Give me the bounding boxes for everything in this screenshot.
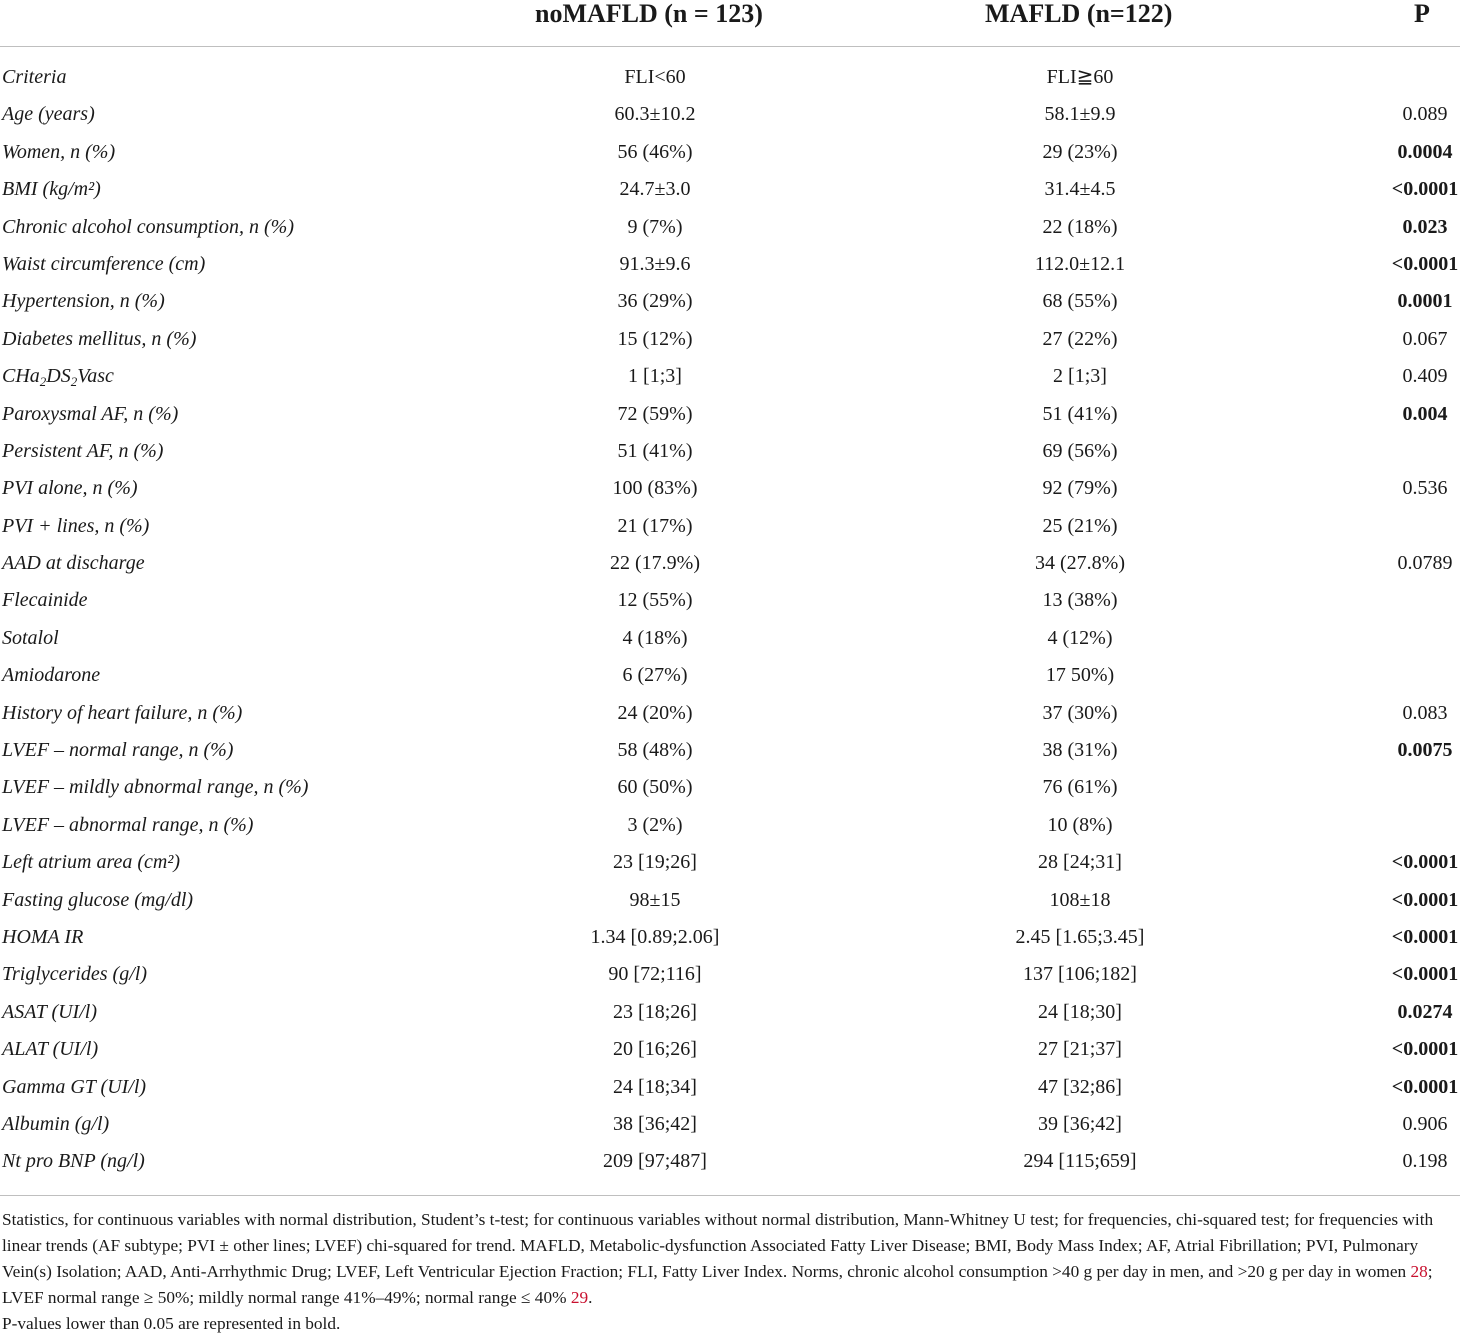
row-label: ASAT (UI/l) [2, 1000, 97, 1023]
cell-nomafld: 4 (18%) [622, 626, 688, 649]
cell-p-value: <0.0001 [1391, 252, 1459, 275]
cell-nomafld: 20 [16;26] [613, 1038, 697, 1061]
row-label: Left atrium area (cm²) [2, 851, 181, 874]
cell-mafld: 24 [18;30] [1038, 1000, 1122, 1023]
cell-p-value: <0.0001 [1391, 963, 1459, 986]
cell-mafld: 137 [106;182] [1023, 963, 1137, 986]
cell-p-value: 0.0274 [1397, 1000, 1453, 1023]
cell-p-value: 0.198 [1402, 1150, 1448, 1173]
cell-nomafld: 22 (17.9%) [610, 552, 700, 575]
cell-p-value: <0.0001 [1391, 888, 1459, 911]
cell-mafld: 10 (8%) [1047, 813, 1113, 836]
cell-mafld: 69 (56%) [1042, 439, 1118, 462]
header-mafld: MAFLD (n=122) [985, 0, 1173, 28]
cell-p-value: 0.083 [1402, 701, 1448, 724]
row-label: Chronic alcohol consumption, n (%) [2, 215, 295, 238]
table-row [0, 994, 1460, 1031]
cell-mafld: 38 (31%) [1042, 739, 1118, 762]
cell-mafld: 2.45 [1.65;3.45] [1015, 925, 1145, 948]
cell-nomafld: 1 [1;3] [628, 365, 682, 388]
cell-nomafld: 24 (20%) [617, 701, 693, 724]
table-row [0, 956, 1460, 993]
row-label: $CHa_2DS_2Vasc$ [2, 365, 114, 390]
table-header [0, 0, 1460, 47]
row-label: Gamma GT (UI/l) [2, 1075, 147, 1098]
cell-mafld: 31.4±4.5 [1044, 178, 1116, 201]
row-label: PVI alone, n (%) [2, 477, 138, 500]
footnote-text: Statistics, for continuous variables with normal distribution, Student’s t-test; for continuous variables without normal distribution, Mann-Whitney U test; for frequencies, chi-squared test; for frequencies with linear trends (AF subtype; PVI ± other lines; LVEF) chi-squared for trend. MAFLD, Metabolic-dysfunction Associated Fatty Liver Disease; BMI, Body Mass Index; AF, Atrial Fibrillation; PVI, Pulmonary Vein(s) Isolation; AAD, Anti-Arrhythmic Drug; LVEF, Left Ventricular Ejection Fraction; FLI, Fatty Liver Index. Norms, chronic alcohol consumption >40 g per day in men, and >20 g per day in women [2, 1210, 1434, 1281]
cell-mafld: FLI≧60 [1046, 66, 1114, 88]
table-row [0, 695, 1460, 732]
table-row [0, 1069, 1460, 1106]
cell-p-value: 0.0004 [1397, 140, 1453, 163]
cell-p-value: <0.0001 [1391, 925, 1459, 948]
table-row [0, 59, 1460, 96]
cell-p-value: 0.0001 [1397, 290, 1453, 313]
row-label: Persistent AF, n (%) [2, 439, 164, 462]
cell-mafld: 68 (55%) [1042, 290, 1118, 313]
table-row [0, 433, 1460, 470]
cell-p-value: 0.0075 [1397, 739, 1453, 762]
cell-p-value: <0.0001 [1391, 1075, 1459, 1098]
row-label: Sotalol [2, 626, 59, 649]
table-row [0, 508, 1460, 545]
cell-nomafld: 21 (17%) [617, 514, 693, 537]
cell-nomafld: 36 (29%) [617, 290, 693, 313]
table-row [0, 882, 1460, 919]
table-row [0, 209, 1460, 246]
table-row [0, 620, 1460, 657]
cell-mafld: 17 50%) [1045, 664, 1115, 687]
cell-nomafld: 24.7±3.0 [619, 178, 691, 201]
row-label: Fasting glucose (mg/dl) [2, 888, 194, 911]
row-label: Amiodarone [2, 664, 101, 687]
table-row [0, 545, 1460, 582]
row-label: AAD at discharge [2, 552, 145, 575]
cell-mafld: 27 [21;37] [1038, 1038, 1122, 1061]
cell-nomafld: 6 (27%) [622, 664, 688, 687]
row-label: HOMA IR [2, 925, 84, 948]
table-row [0, 844, 1460, 881]
reference-link-29[interactable]: 29 [570, 1288, 589, 1307]
cell-nomafld: 90 [72;116] [608, 963, 702, 986]
cell-nomafld: 60 (50%) [617, 776, 693, 799]
row-label: Women, n (%) [2, 140, 116, 163]
row-label: LVEF – abnormal range, n (%) [2, 813, 254, 836]
cell-mafld: 58.1±9.9 [1044, 103, 1116, 126]
cell-p-value: 0.004 [1402, 402, 1448, 425]
cell-mafld: 34 (27.8%) [1035, 552, 1125, 575]
row-label: Diabetes mellitus, n (%) [2, 327, 197, 350]
cell-p-value: 0.409 [1402, 365, 1448, 388]
row-label: Hypertension, n (%) [2, 290, 165, 313]
cell-p-value: 0.906 [1402, 1112, 1448, 1135]
footnote-text-end: . [588, 1288, 593, 1307]
cell-p-value: 0.089 [1402, 103, 1448, 126]
table-row [0, 807, 1460, 844]
cell-nomafld: 91.3±9.6 [619, 252, 691, 275]
cell-p-value: 0.067 [1402, 327, 1448, 350]
cell-nomafld: 38 [36;42] [613, 1112, 697, 1135]
cell-nomafld: 56 (46%) [617, 140, 693, 163]
cell-mafld: 39 [36;42] [1038, 1112, 1122, 1135]
reference-link-28[interactable]: 28 [1410, 1262, 1428, 1281]
cell-nomafld: FLI<60 [624, 66, 686, 88]
footnote-text-continued: ; LVEF normal range ≥ 50%; mildly normal range 41%–49%; normal range ≤ 40% [2, 1262, 1433, 1307]
table-row [0, 283, 1460, 320]
row-label: Nt pro BNP (ng/l) [2, 1150, 145, 1173]
row-label: Criteria [2, 66, 67, 88]
cell-nomafld: 12 (55%) [617, 589, 693, 612]
cell-nomafld: 100 (83%) [612, 477, 698, 500]
table-row [0, 358, 1460, 395]
cell-nomafld: 24 [18;34] [613, 1075, 697, 1098]
table-row [0, 1106, 1460, 1143]
row-label: Waist circumference (cm) [2, 252, 206, 275]
cell-p-value: 0.023 [1402, 215, 1448, 238]
cell-mafld: 4 (12%) [1047, 626, 1113, 649]
footnote-bold-note: P-values lower than 0.05 are represented in bold. [2, 1314, 341, 1333]
cell-mafld: 108±18 [1049, 888, 1111, 911]
cell-mafld: 25 (21%) [1042, 514, 1118, 537]
table-row [0, 769, 1460, 806]
cell-nomafld: 23 [19;26] [613, 851, 697, 874]
row-label: History of heart failure, n (%) [2, 701, 243, 724]
cell-mafld: 28 [24;31] [1038, 851, 1122, 874]
cell-mafld: 22 (18%) [1042, 215, 1118, 238]
table-row [0, 582, 1460, 619]
cell-nomafld: 60.3±10.2 [614, 103, 696, 126]
cell-nomafld: 72 (59%) [617, 402, 693, 425]
cell-p-value: <0.0001 [1391, 851, 1459, 874]
cell-mafld: 112.0±12.1 [1034, 252, 1126, 275]
cell-mafld: 294 [115;659] [1023, 1150, 1137, 1173]
table-row [0, 919, 1460, 956]
table-row [0, 470, 1460, 507]
cell-mafld: 13 (38%) [1042, 589, 1118, 612]
header-nomafld: noMAFLD (n = 123) [535, 0, 763, 28]
table-row [0, 1143, 1460, 1180]
footnote-divider [0, 1195, 1460, 1196]
cell-nomafld: 3 (2%) [627, 813, 683, 836]
cell-p-value: 0.536 [1402, 477, 1448, 500]
table-body [0, 59, 1460, 1181]
row-label: Paroxysmal AF, n (%) [2, 402, 179, 425]
row-label: BMI (kg/m²) [2, 178, 101, 201]
cell-mafld: 27 (22%) [1042, 327, 1118, 350]
cell-mafld: 29 (23%) [1042, 140, 1118, 163]
table-row [0, 396, 1460, 433]
cell-nomafld: 58 (48%) [617, 739, 693, 762]
table-row [0, 657, 1460, 694]
table-row [0, 134, 1460, 171]
cell-p-value: <0.0001 [1391, 178, 1459, 201]
table-row [0, 321, 1460, 358]
table-row [0, 246, 1460, 283]
cell-nomafld: 209 [97;487] [603, 1150, 707, 1173]
row-label: Albumin (g/l) [2, 1112, 110, 1135]
cell-mafld: 37 (30%) [1042, 701, 1118, 724]
row-label: Triglycerides (g/l) [2, 963, 147, 986]
cell-mafld: 92 (79%) [1042, 477, 1118, 500]
cell-nomafld: 9 (7%) [627, 215, 683, 238]
cell-mafld: 51 (41%) [1042, 402, 1118, 425]
table-row [0, 1031, 1460, 1068]
row-label: Age (years) [2, 103, 95, 126]
row-label: ALAT (UI/l) [2, 1038, 99, 1061]
cell-mafld: 2 [1;3] [1053, 365, 1107, 388]
row-label: PVI + lines, n (%) [2, 514, 150, 537]
cell-nomafld: 23 [18;26] [613, 1000, 697, 1023]
cell-p-value: <0.0001 [1391, 1038, 1459, 1061]
header-p: P [1414, 0, 1430, 28]
footnote [2, 1207, 1460, 1311]
cell-nomafld: 98±15 [629, 888, 681, 911]
cell-p-value: 0.0789 [1397, 552, 1453, 575]
row-label: LVEF – normal range, n (%) [2, 739, 234, 762]
table-row [0, 732, 1460, 769]
row-label: Flecainide [2, 589, 88, 612]
table-row [0, 171, 1460, 208]
cell-mafld: 76 (61%) [1042, 776, 1118, 799]
cell-mafld: 47 [32;86] [1038, 1075, 1122, 1098]
row-label: LVEF – mildly abnormal range, n (%) [2, 776, 309, 799]
cell-nomafld: 51 (41%) [617, 439, 693, 462]
cell-nomafld: 15 (12%) [617, 327, 693, 350]
table-row [0, 96, 1460, 133]
cell-nomafld: 1.34 [0.89;2.06] [590, 925, 720, 948]
